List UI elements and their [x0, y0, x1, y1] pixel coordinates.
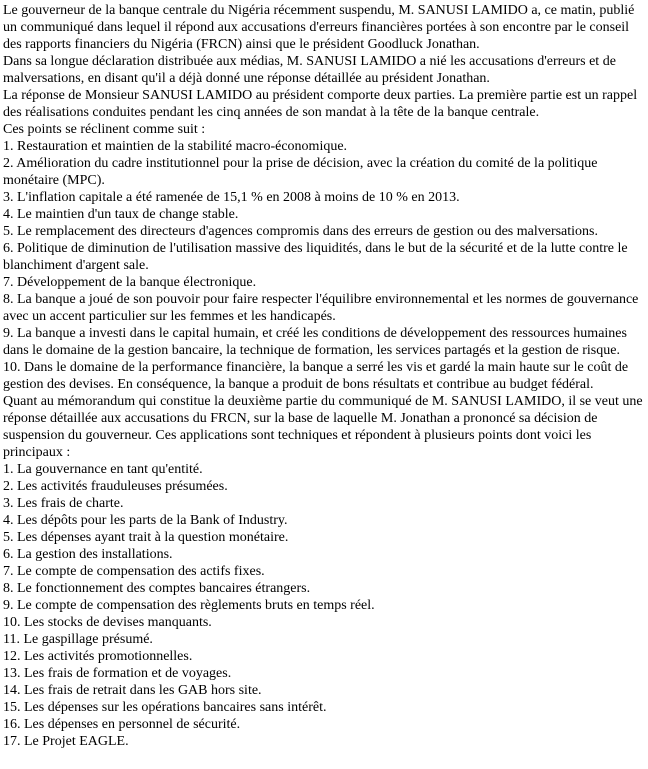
intro-paragraph: Le gouverneur de la banque centrale du Nigéria récemment suspendu, M. SANUSI LAMIDO a, ce matin, publié un communiqué dans lequel il répond aux accusations d'erreurs financières portées à son encontre par le conseil des rapports financiers du Nigéria (FRCN) ainsi que le président Goodluck Jonathan. — [3, 3, 635, 52]
achievement-item: 9. La banque a investi dans le capital humain, et créé les conditions de développement des ressources humaines dans le domaine de la gestion bancaire, la technique de formation, les services partagés et la gestion de risque. — [3, 326, 627, 358]
achievement-item: 7. Développement de la banque électronique. — [3, 275, 257, 290]
achievement-item: 4. Le maintien d'un taux de change stable. — [3, 207, 239, 222]
memo-point-item: 14. Les frais de retrait dans les GAB hors site. — [3, 683, 262, 698]
memo-point-item: 5. Les dépenses ayant trait à la question monétaire. — [3, 530, 289, 545]
memo-point-item: 10. Les stocks de devises manquants. — [3, 615, 212, 630]
memo-point-item: 1. La gouvernance en tant qu'entité. — [3, 462, 203, 477]
memo-point-item: 17. Le Projet EAGLE. — [3, 734, 129, 749]
intro-paragraph: Dans sa longue déclaration distribuée aux médias, M. SANUSI LAMIDO a nié les accusations d'erreurs et de malversations, en disant qu'il a déjà donné une réponse détaillée au président Jonathan. — [3, 54, 616, 86]
intro-paragraph: La réponse de Monsieur SANUSI LAMIDO au président comporte deux parties. La première partie est un rappel des réalisations conduites pendant les cinq années de son mandat à la tête de la banque centrale. — [3, 88, 638, 120]
memo-point-item: 2. Les activités frauduleuses présumées. — [3, 479, 228, 494]
achievement-item: 3. L'inflation capitale a été ramenée de 15,1 % en 2008 à moins de 10 % en 2013. — [3, 190, 460, 205]
memo-point-item: 11. Le gaspillage présumé. — [3, 632, 153, 647]
memo-point-item: 7. Le compte de compensation des actifs fixes. — [3, 564, 265, 579]
memo-point-item: 15. Les dépenses sur les opérations bancaires sans intérêt. — [3, 700, 327, 715]
memo-point-item: 12. Les activités promotionnelles. — [3, 649, 193, 664]
memo-point-item: 8. Le fonctionnement des comptes bancaires étrangers. — [3, 581, 311, 596]
achievement-item: 8. La banque a joué de son pouvoir pour faire respecter l'équilibre environnemental et les normes de gouvernance avec un accent particulier sur les femmes et les handicapés. — [3, 292, 639, 324]
memo-paragraph: Quant au mémorandum qui constitue la deuxième partie du communiqué de M. SANUSI LAMIDO, il se veut une réponse détaillée aux accusations du FRCN, sur la base de laquelle M. Jonathan a prononcé sa décision de suspension du gouverneur. Ces applications sont techniques et répondent à plusieurs points dont voici les principaux : — [3, 394, 643, 460]
list-lead-in: Ces points se réclinent comme suit : — [3, 122, 206, 137]
memo-point-item: 6. La gestion des installations. — [3, 547, 173, 562]
achievement-item: 2. Amélioration du cadre institutionnel pour la prise de décision, avec la création du comité de la politique monétaire (MPC). — [3, 156, 598, 188]
achievement-item: 6. Politique de diminution de l'utilisation massive des liquidités, dans le but de la sécurité et de la lutte contre le blanchiment d'argent sale. — [3, 241, 628, 273]
achievement-item: 10. Dans le domaine de la performance financière, la banque a serré les vis et gardé la main haute sur le coût de gestion des devises. En conséquence, la banque a produit de bons résultats et contribue au budget fédéral. — [3, 360, 629, 392]
memo-point-item: 16. Les dépenses en personnel de sécurité. — [3, 717, 241, 732]
achievement-item: 1. Restauration et maintien de la stabilité macro-économique. — [3, 139, 348, 154]
memo-point-item: 13. Les frais de formation et de voyages. — [3, 666, 232, 681]
memo-point-item: 4. Les dépôts pour les parts de la Bank of Industry. — [3, 513, 288, 528]
memo-point-item: 9. Le compte de compensation des règlements bruts en temps réel. — [3, 598, 375, 613]
achievement-item: 5. Le remplacement des directeurs d'agences compromis dans des erreurs de gestion ou des malversations. — [3, 224, 598, 239]
memo-point-item: 3. Les frais de charte. — [3, 496, 124, 511]
